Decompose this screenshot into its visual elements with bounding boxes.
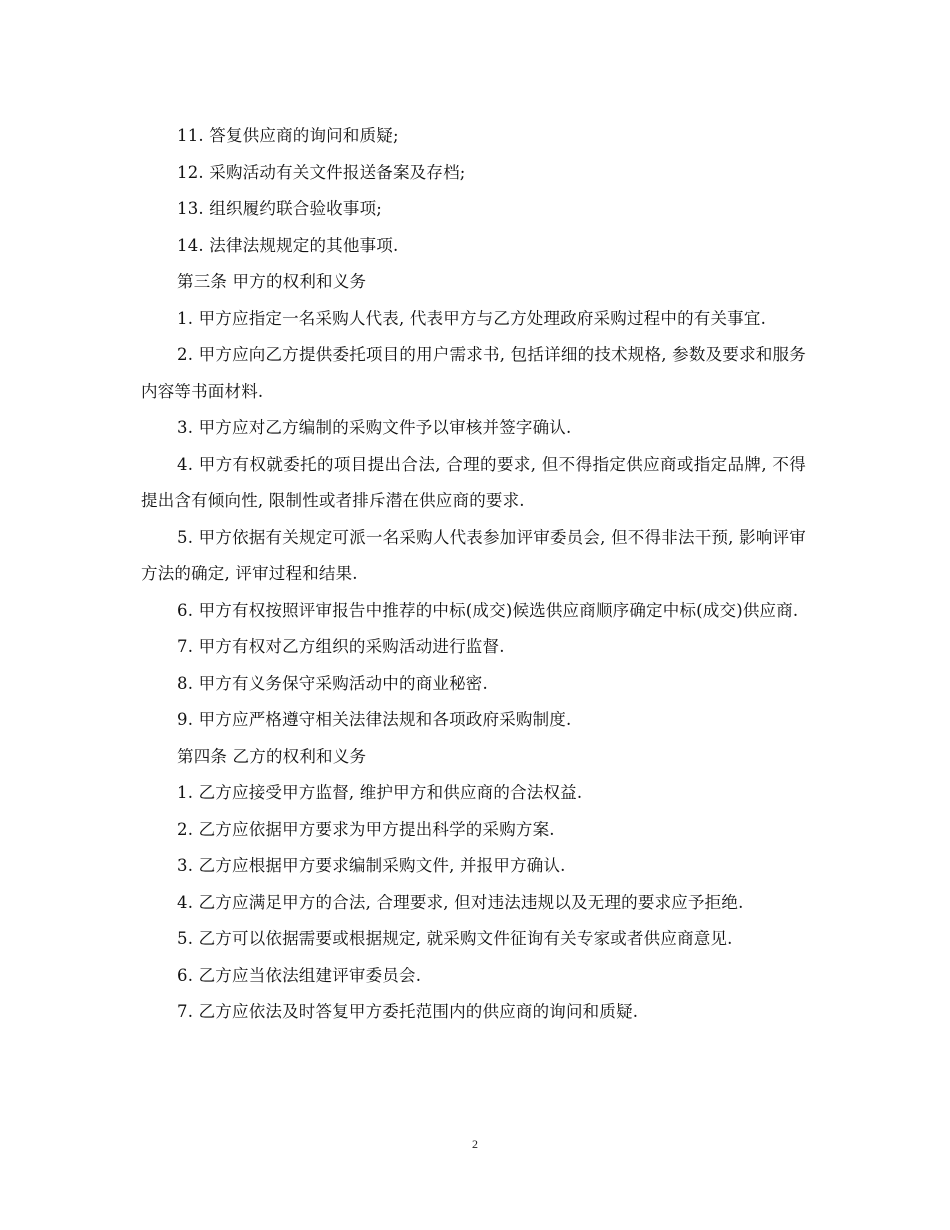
paragraph: 13. 组织履约联合验收事项; <box>177 199 383 218</box>
paragraph: 1. 甲方应指定一名采购人代表, 代表甲方与乙方处理政府采购过程中的有关事宜. <box>177 308 767 328</box>
paragraph: 5. 甲方依据有关规定可派一名采购人代表参加评审委员会, 但不得非法干预, 影响评审方法的确定, 评审过程和结果. <box>141 527 806 583</box>
paragraph: 7. 乙方应依法及时答复甲方委托范围内的供应商的询问和质疑. <box>177 1002 639 1021</box>
paragraph: 3. 乙方应根据甲方要求编制采购文件, 并报甲方确认. <box>177 856 566 875</box>
page-number: 2 <box>472 1137 478 1151</box>
paragraph: 8. 甲方有义务保守采购活动中的商业秘密. <box>177 673 488 693</box>
section-heading: 第四条 乙方的权利和义务 <box>177 746 367 766</box>
paragraph: 2. 乙方应依据甲方要求为甲方提出科学的采购方案. <box>177 819 555 839</box>
paragraph: 14. 法律法规规定的其他事项. <box>177 235 399 255</box>
paragraph: 4. 甲方有权就委托的项目提出合法, 合理的要求, 但不得指定供应商或指定品牌, 不得提出含有倾向性, 限制性或者排斥潜在供应商的要求. <box>141 454 806 510</box>
paragraph: 6. 乙方应当依法组建评审委员会. <box>177 965 422 985</box>
paragraph: 5. 乙方可以依据需要或根据规定, 就采购文件征询有关专家或者供应商意见. <box>177 929 733 948</box>
paragraph: 2. 甲方应向乙方提供委托项目的用户需求书, 包括详细的技术规格, 参数及要求和服务内容等书面材料. <box>141 345 806 401</box>
paragraph: 1. 乙方应接受甲方监督, 维护甲方和供应商的合法权益. <box>177 783 583 802</box>
paragraph: 12. 采购活动有关文件报送备案及存档; <box>177 162 466 182</box>
document-body <box>141 118 806 1031</box>
paragraph: 7. 甲方有权对乙方组织的采购活动进行监督. <box>177 637 505 656</box>
section-heading: 第三条 甲方的权利和义务 <box>177 272 367 291</box>
paragraph: 9. 甲方应严格遵守相关法律法规和各项政府采购制度. <box>177 710 572 729</box>
paragraph: 3. 甲方应对乙方编制的采购文件予以审核并签字确认. <box>177 418 572 437</box>
paragraph: 4. 乙方应满足甲方的合法, 合理要求, 但对违法违规以及无理的要求应予拒绝. <box>177 892 744 912</box>
paragraph: 11. 答复供应商的询问和质疑; <box>177 126 399 145</box>
paragraph: 6. 甲方有权按照评审报告中推荐的中标(成交)候选供应商顺序确定中标(成交)供应商. <box>177 600 799 620</box>
